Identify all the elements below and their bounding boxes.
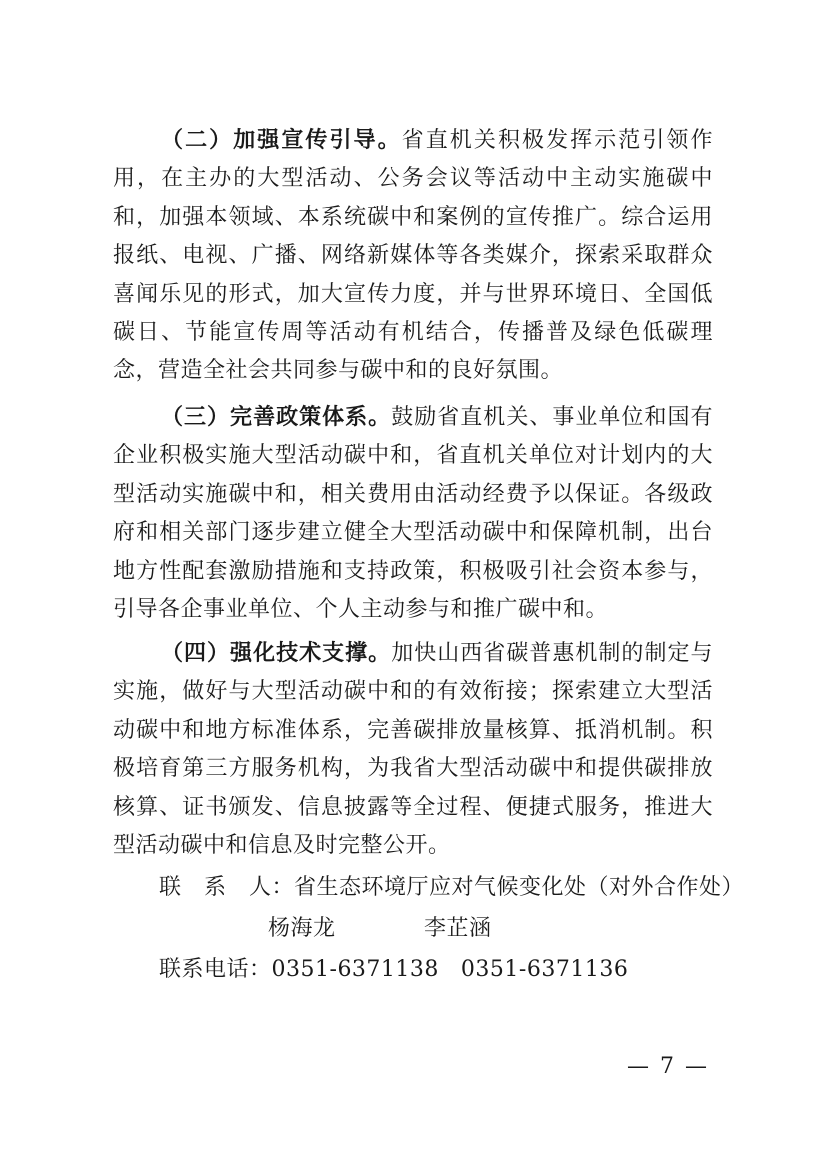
section-body: 加快山西省碳普惠机制的制定与实施，做好与大型活动碳中和的有效衔接；探索建立大型活动碳中和地方标准体系，完善碳排放量核算、抵消机制。积极培育第三方服务机构，为我省大型活动碳中和提供碳排放核算、证书颁发、信息披露等全过程、便捷式服务，推进大型活动碳中和信息及时完整公开。	[113, 641, 713, 859]
section-heading: （二）加强宣传引导。	[161, 127, 402, 153]
section-body: 鼓励省直机关、事业单位和国有企业积极实施大型活动碳中和，省直机关单位对计划内的大型活动实施碳中和，相关费用由活动经费予以保证。各级政府和相关部门逐步建立健全大型活动碳中和保障机制，出台地方性配套激励措施和支持政策，积极吸引社会资本参与，引导各企事业单位、个人主动参与和推广碳中和。	[113, 405, 713, 623]
section-heading: （三）完善政策体系。	[161, 404, 392, 430]
section-technology	[113, 634, 713, 865]
contact-department: 省生态环境厅应对气候变化处（对外合作处）	[294, 875, 745, 900]
contact-department-line	[159, 869, 744, 907]
contact-person-1: 杨海龙	[268, 916, 336, 941]
section-body: 省直机关积极发挥示范引领作用，在主办的大型活动、公务会议等活动中主动实施碳中和，加强本领域、本系统碳中和案例的宣传推广。综合运用报纸、电视、广播、网络新媒体等各类媒介，探索采取群众喜闻乐见的形式，加大宣传力度，并与世界环境日、全国低碳日、节能宣传周等活动有机结合，传播普及绿色低碳理念，营造全社会共同参与碳中和的良好氛围。	[113, 128, 713, 384]
contact-phone-line	[159, 951, 628, 989]
section-publicity	[113, 121, 713, 391]
contact-person-2: 李芷涵	[424, 916, 492, 941]
phone-number-2: 0351-6371136	[460, 957, 629, 982]
section-heading: （四）强化技术支撑。	[161, 640, 392, 666]
page-number: — 7 —	[627, 1054, 709, 1079]
phone-label: 联系电话：	[159, 957, 272, 982]
phone-number-1: 0351-6371138	[271, 957, 439, 982]
section-policy	[113, 398, 713, 629]
contact-label: 联 系 人：	[159, 875, 295, 900]
